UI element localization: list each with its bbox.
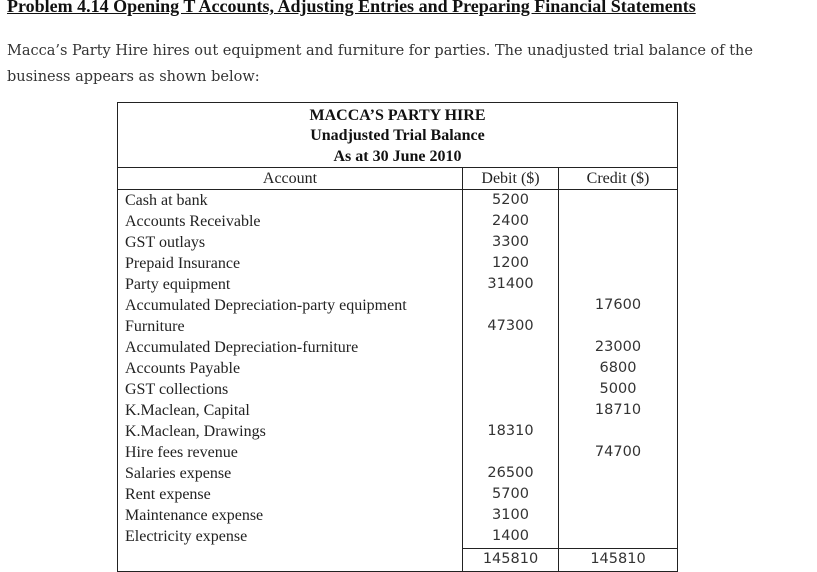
debit-amount: 3300 — [492, 234, 529, 250]
account-name: Cash at bank — [125, 192, 208, 209]
table-row — [118, 211, 677, 232]
account-name: Party equipment — [125, 276, 231, 293]
column-header-account: Account — [262, 170, 318, 187]
table-row — [118, 274, 677, 295]
statement-name: Unadjusted Trial Balance — [310, 127, 485, 144]
total-debit: 145810 — [482, 551, 539, 567]
account-name: Accumulated Depreciation-party equipment — [125, 297, 407, 314]
table-row — [118, 463, 677, 484]
debit-amount: 5200 — [492, 192, 529, 208]
credit-amount: 17600 — [594, 297, 642, 313]
account-name: Accounts Receivable — [125, 213, 261, 230]
table-row — [118, 232, 677, 253]
table-row — [118, 379, 677, 400]
table-row — [118, 484, 677, 505]
debit-amount: 5700 — [492, 486, 529, 502]
account-name: Electricity expense — [125, 528, 248, 545]
business-name: MACCA’S PARTY HIRE — [309, 107, 486, 124]
account-name: Furniture — [125, 318, 185, 335]
column-header-debit: Debit ($) — [481, 170, 540, 187]
account-name: Maintenance expense — [125, 507, 264, 524]
credit-amount: 6800 — [599, 360, 637, 376]
debit-amount: 2400 — [492, 213, 529, 229]
table-row — [118, 295, 677, 316]
account-name: GST outlays — [125, 234, 206, 251]
credit-amount: 5000 — [599, 381, 637, 397]
column-header-credit: Credit ($) — [586, 170, 650, 187]
debit-amount: 47300 — [487, 318, 534, 334]
account-name: GST collections — [125, 381, 229, 398]
account-name: Rent expense — [125, 486, 211, 503]
table-row — [118, 526, 677, 547]
intro-paragraph: Macca’s Party Hire hires out equipment and furniture for parties. The unadjusted trial balance of the business appears as shown below: — [7, 43, 753, 85]
account-name: Prepaid Insurance — [125, 255, 241, 272]
account-name: Salaries expense — [125, 465, 232, 482]
debit-amount: 18310 — [487, 423, 534, 439]
table-row — [118, 505, 677, 526]
debit-amount: 1200 — [492, 255, 529, 271]
account-name: Accumulated Depreciation-furniture — [125, 339, 359, 356]
problem-title: Problem 4.14 Opening T Accounts, Adjusting Entries and Preparing Financial Statements — [7, 0, 696, 16]
credit-amount: 23000 — [594, 339, 642, 355]
table-row — [118, 358, 677, 379]
table-row — [118, 316, 677, 337]
credit-amount: 74700 — [594, 444, 642, 460]
table-row — [118, 190, 677, 211]
debit-amount: 3100 — [492, 507, 529, 523]
total-credit: 145810 — [590, 551, 646, 567]
account-name: K.Maclean, Drawings — [125, 423, 266, 440]
table-row — [118, 253, 677, 274]
table-row — [118, 421, 677, 442]
debit-amount: 1400 — [492, 528, 529, 544]
table-row — [118, 337, 677, 358]
table-row — [118, 442, 677, 463]
statement-date: As at 30 June 2010 — [333, 148, 462, 165]
table-row — [118, 400, 677, 421]
debit-amount: 26500 — [487, 465, 534, 481]
credit-amount: 18710 — [594, 402, 642, 418]
account-name: K.Maclean, Capital — [125, 402, 250, 419]
trial-balance-table — [117, 102, 678, 572]
trial-balance-header — [118, 103, 677, 168]
account-name: Hire fees revenue — [125, 444, 238, 461]
account-name: Accounts Payable — [125, 360, 241, 377]
debit-amount: 31400 — [487, 276, 534, 292]
